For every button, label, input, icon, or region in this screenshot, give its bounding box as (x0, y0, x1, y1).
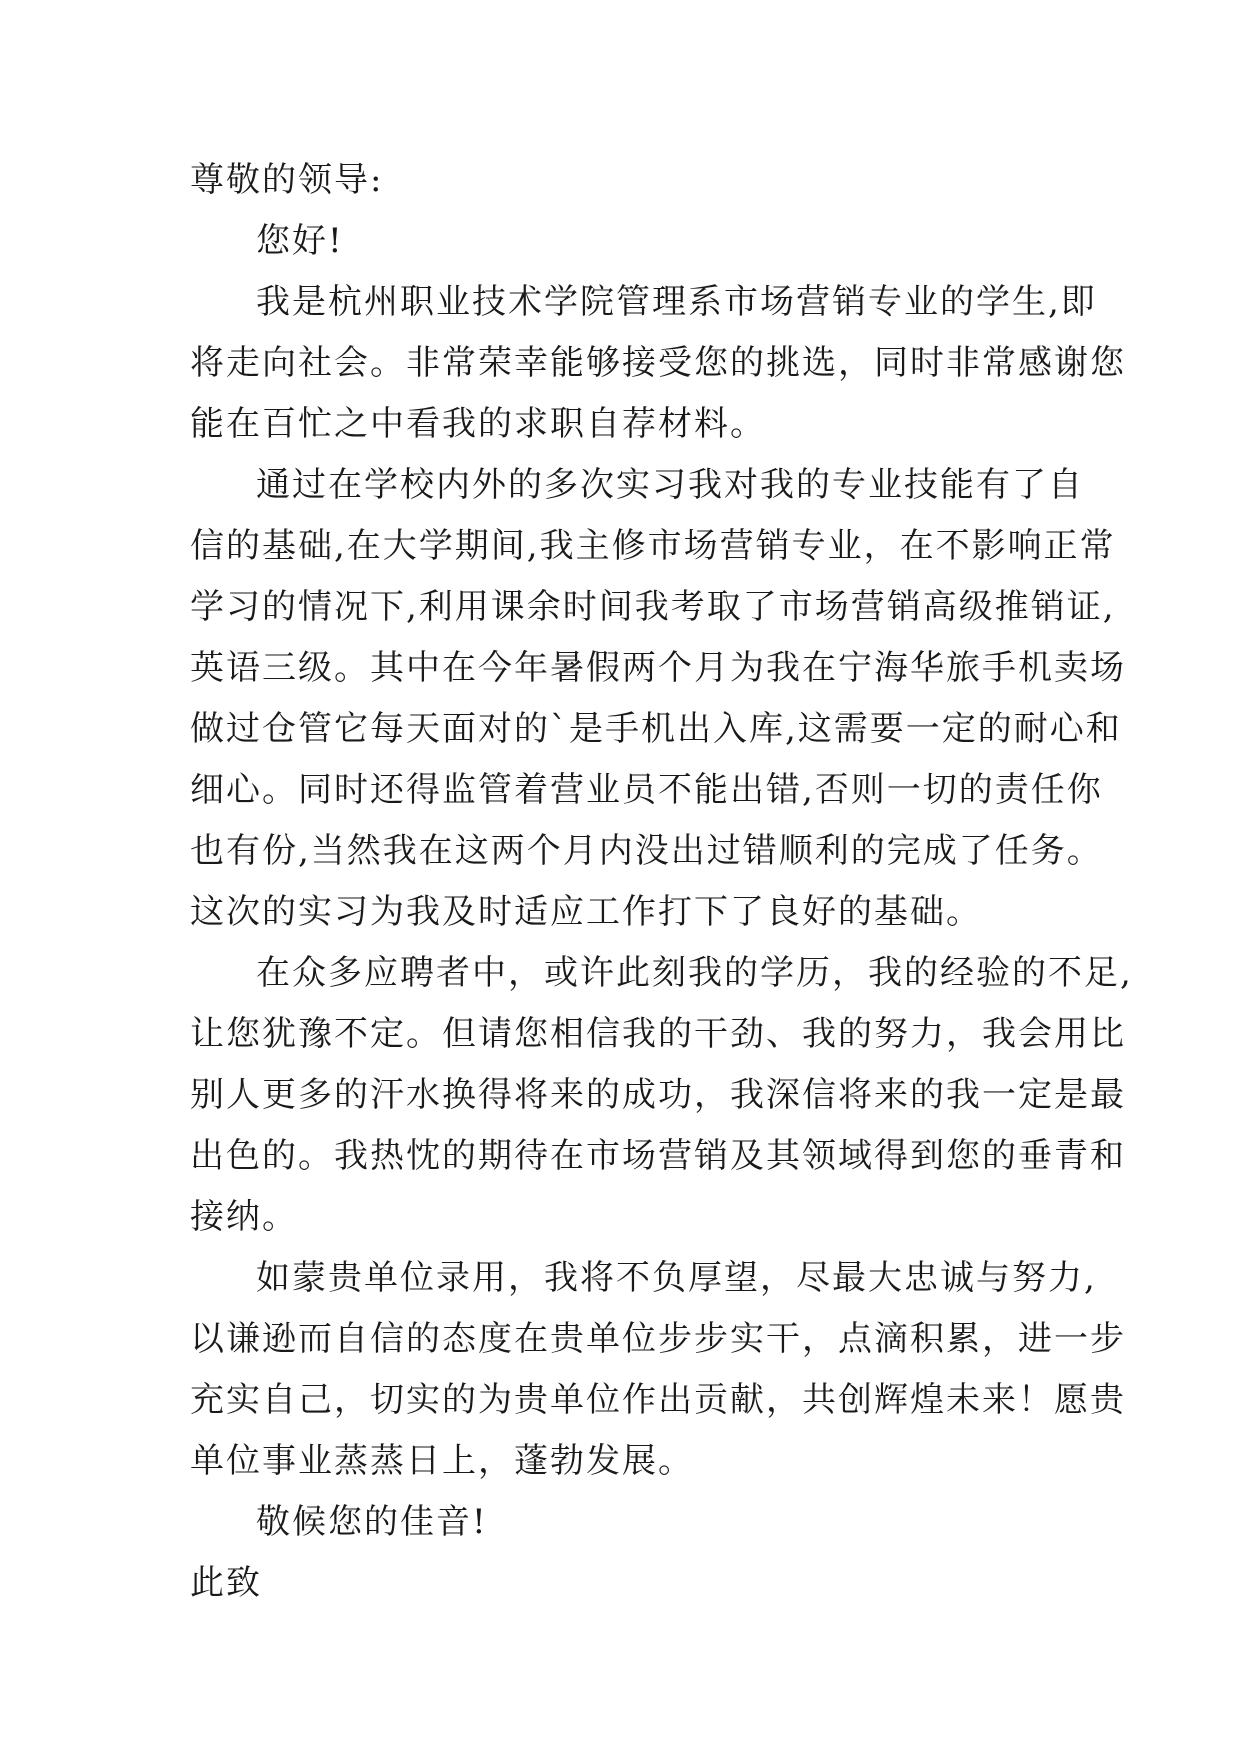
text-line: 接纳。 (190, 1197, 298, 1237)
text-line: 英语三级。其中在今年暑假两个月为我在宁海华旅手机卖场 (190, 648, 1126, 688)
text-line: 让您犹豫不定。但请您相信我的干劲、我的努力，我会用比 (190, 1014, 1126, 1054)
text-line: 信的基础,在大学期间,我主修市场营销专业，在不影响正常 (190, 526, 1116, 566)
text-line: 以谦逊而自信的态度在贵单位步步实干，点滴积累，进一步 (190, 1319, 1126, 1359)
text-line: 做过仓管它每天面对的`是手机出入库,这需要一定的耐心和 (190, 709, 1122, 749)
text-line: 别人更多的汗水换得将来的成功，我深信将来的我一定是最 (190, 1075, 1126, 1115)
text-line: 敬候您的佳音! (256, 1502, 488, 1542)
text-line: 在众多应聘者中，或许此刻我的学历，我的经验的不足, (256, 953, 1133, 993)
text-line: 出色的。我热忱的期待在市场营销及其领域得到您的垂青和 (190, 1136, 1126, 1176)
letter-body (190, 150, 1133, 1614)
closing: 此致 (190, 1563, 262, 1603)
text-line: 细心。同时还得监管着营业员不能出错,否则一切的责任你 (190, 770, 1103, 810)
text-line: 如蒙贵单位录用，我将不负厚望，尽最大忠诚与努力, (256, 1258, 1097, 1298)
text-line: 这次的实习为我及时适应工作打下了良好的基础。 (190, 892, 982, 932)
text-line: 通过在学校内外的多次实习我对我的专业技能有了自 (256, 465, 1084, 505)
text-line: 将走向社会。非常荣幸能够接受您的挑选，同时非常感谢您 (190, 343, 1126, 383)
text-line: 也有份,当然我在这两个月内没出过错顺利的完成了任务。 (190, 831, 1103, 871)
text-line: 充实自己，切实的为贵单位作出贡献，共创辉煌未来！愿贵 (190, 1380, 1126, 1420)
text-line: 能在百忙之中看我的求职自荐材料。 (190, 404, 766, 444)
greeting: 您好! (256, 221, 344, 261)
text-line: 我是杭州职业技术学院管理系市场营销专业的学生,即 (256, 282, 1097, 322)
salutation: 尊敬的领导: (190, 160, 384, 200)
text-line: 单位事业蒸蒸日上，蓬勃发展。 (190, 1441, 694, 1481)
text-line: 学习的情况下,利用课余时间我考取了市场营销高级推销证, (190, 587, 1116, 627)
